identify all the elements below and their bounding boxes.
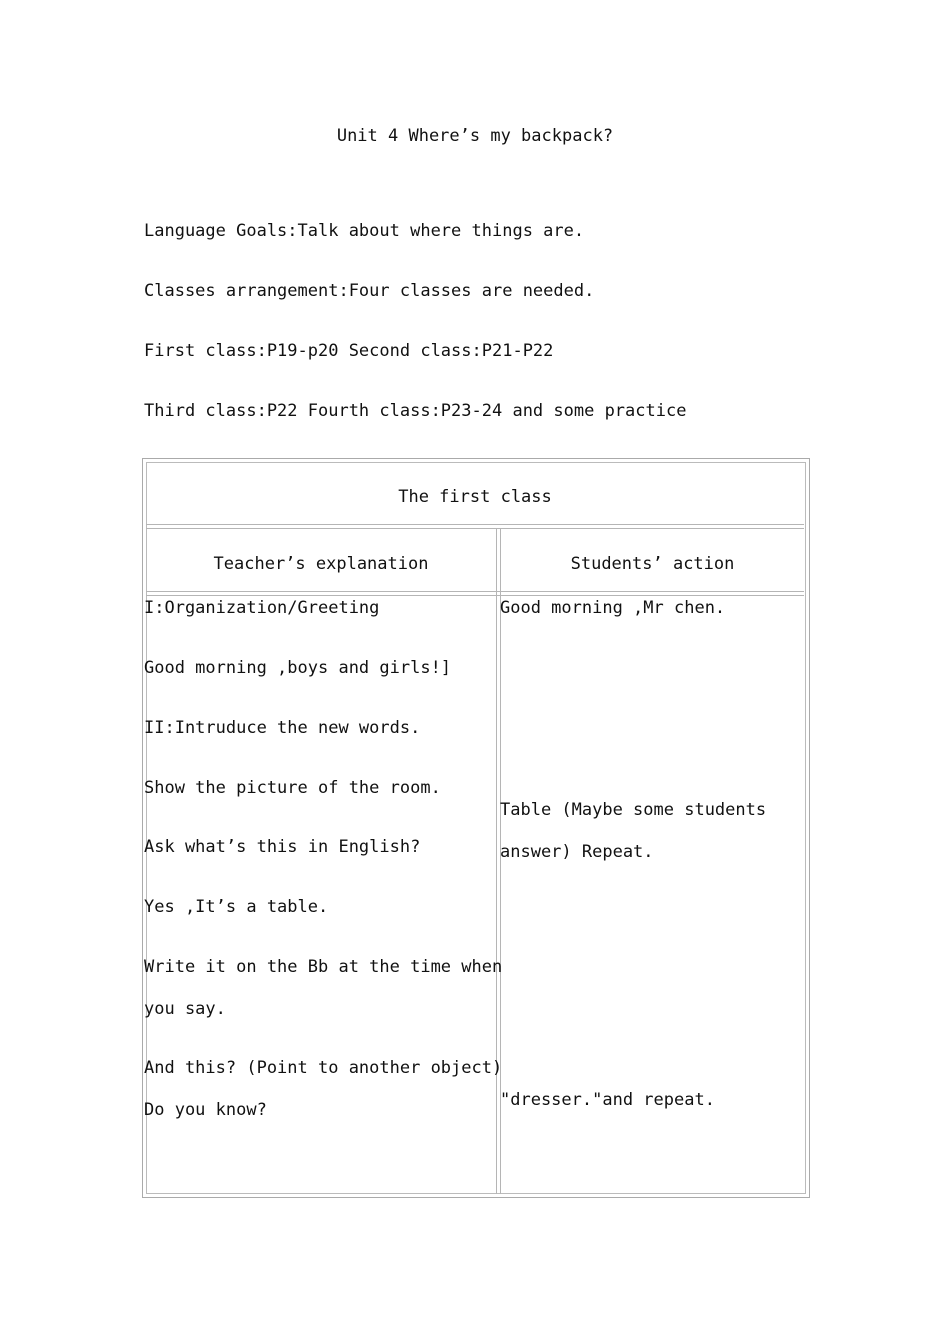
teacher-line: I:Organization/Greeting bbox=[144, 598, 380, 618]
column-divider bbox=[496, 528, 497, 1194]
teacher-line: you say. bbox=[144, 999, 226, 1019]
student-line: Table (Maybe some students bbox=[500, 800, 767, 820]
teacher-column-header: Teacher’s explanation bbox=[213, 554, 429, 574]
students-column-header: Students’ action bbox=[570, 554, 735, 574]
student-line: "dresser."and repeat. bbox=[500, 1090, 715, 1110]
table-rule bbox=[146, 591, 804, 592]
classes-arrangement-line: Classes arrangement:Four classes are needed. bbox=[144, 281, 595, 301]
first-second-class-line: First class:P19-p20 Second class:P21-P22 bbox=[144, 341, 554, 361]
table-caption: The first class bbox=[398, 487, 552, 507]
table-rule bbox=[146, 528, 804, 529]
teacher-line: II:Intruduce the new words. bbox=[144, 718, 421, 738]
document-title: Unit 4 Where’s my backpack? bbox=[336, 126, 614, 146]
third-fourth-class-line: Third class:P22 Fourth class:P23-24 and some practice bbox=[144, 401, 687, 421]
table-rule bbox=[146, 595, 804, 596]
teacher-line: Good morning ,boys and girls!] bbox=[144, 658, 452, 678]
teacher-line: Ask what’s this in English? bbox=[144, 837, 421, 857]
language-goals-line: Language Goals:Talk about where things are. bbox=[144, 221, 585, 241]
teacher-line: And this? (Point to another object) bbox=[144, 1058, 503, 1078]
teacher-line: Show the picture of the room. bbox=[144, 778, 441, 798]
teacher-line: Write it on the Bb at the time when bbox=[144, 957, 503, 977]
teacher-line: Yes ,It’s a table. bbox=[144, 897, 329, 917]
student-line: Good morning ,Mr chen. bbox=[500, 598, 726, 618]
teacher-line: Do you know? bbox=[144, 1100, 267, 1120]
student-line: answer) Repeat. bbox=[500, 842, 654, 862]
table-rule bbox=[146, 524, 804, 525]
